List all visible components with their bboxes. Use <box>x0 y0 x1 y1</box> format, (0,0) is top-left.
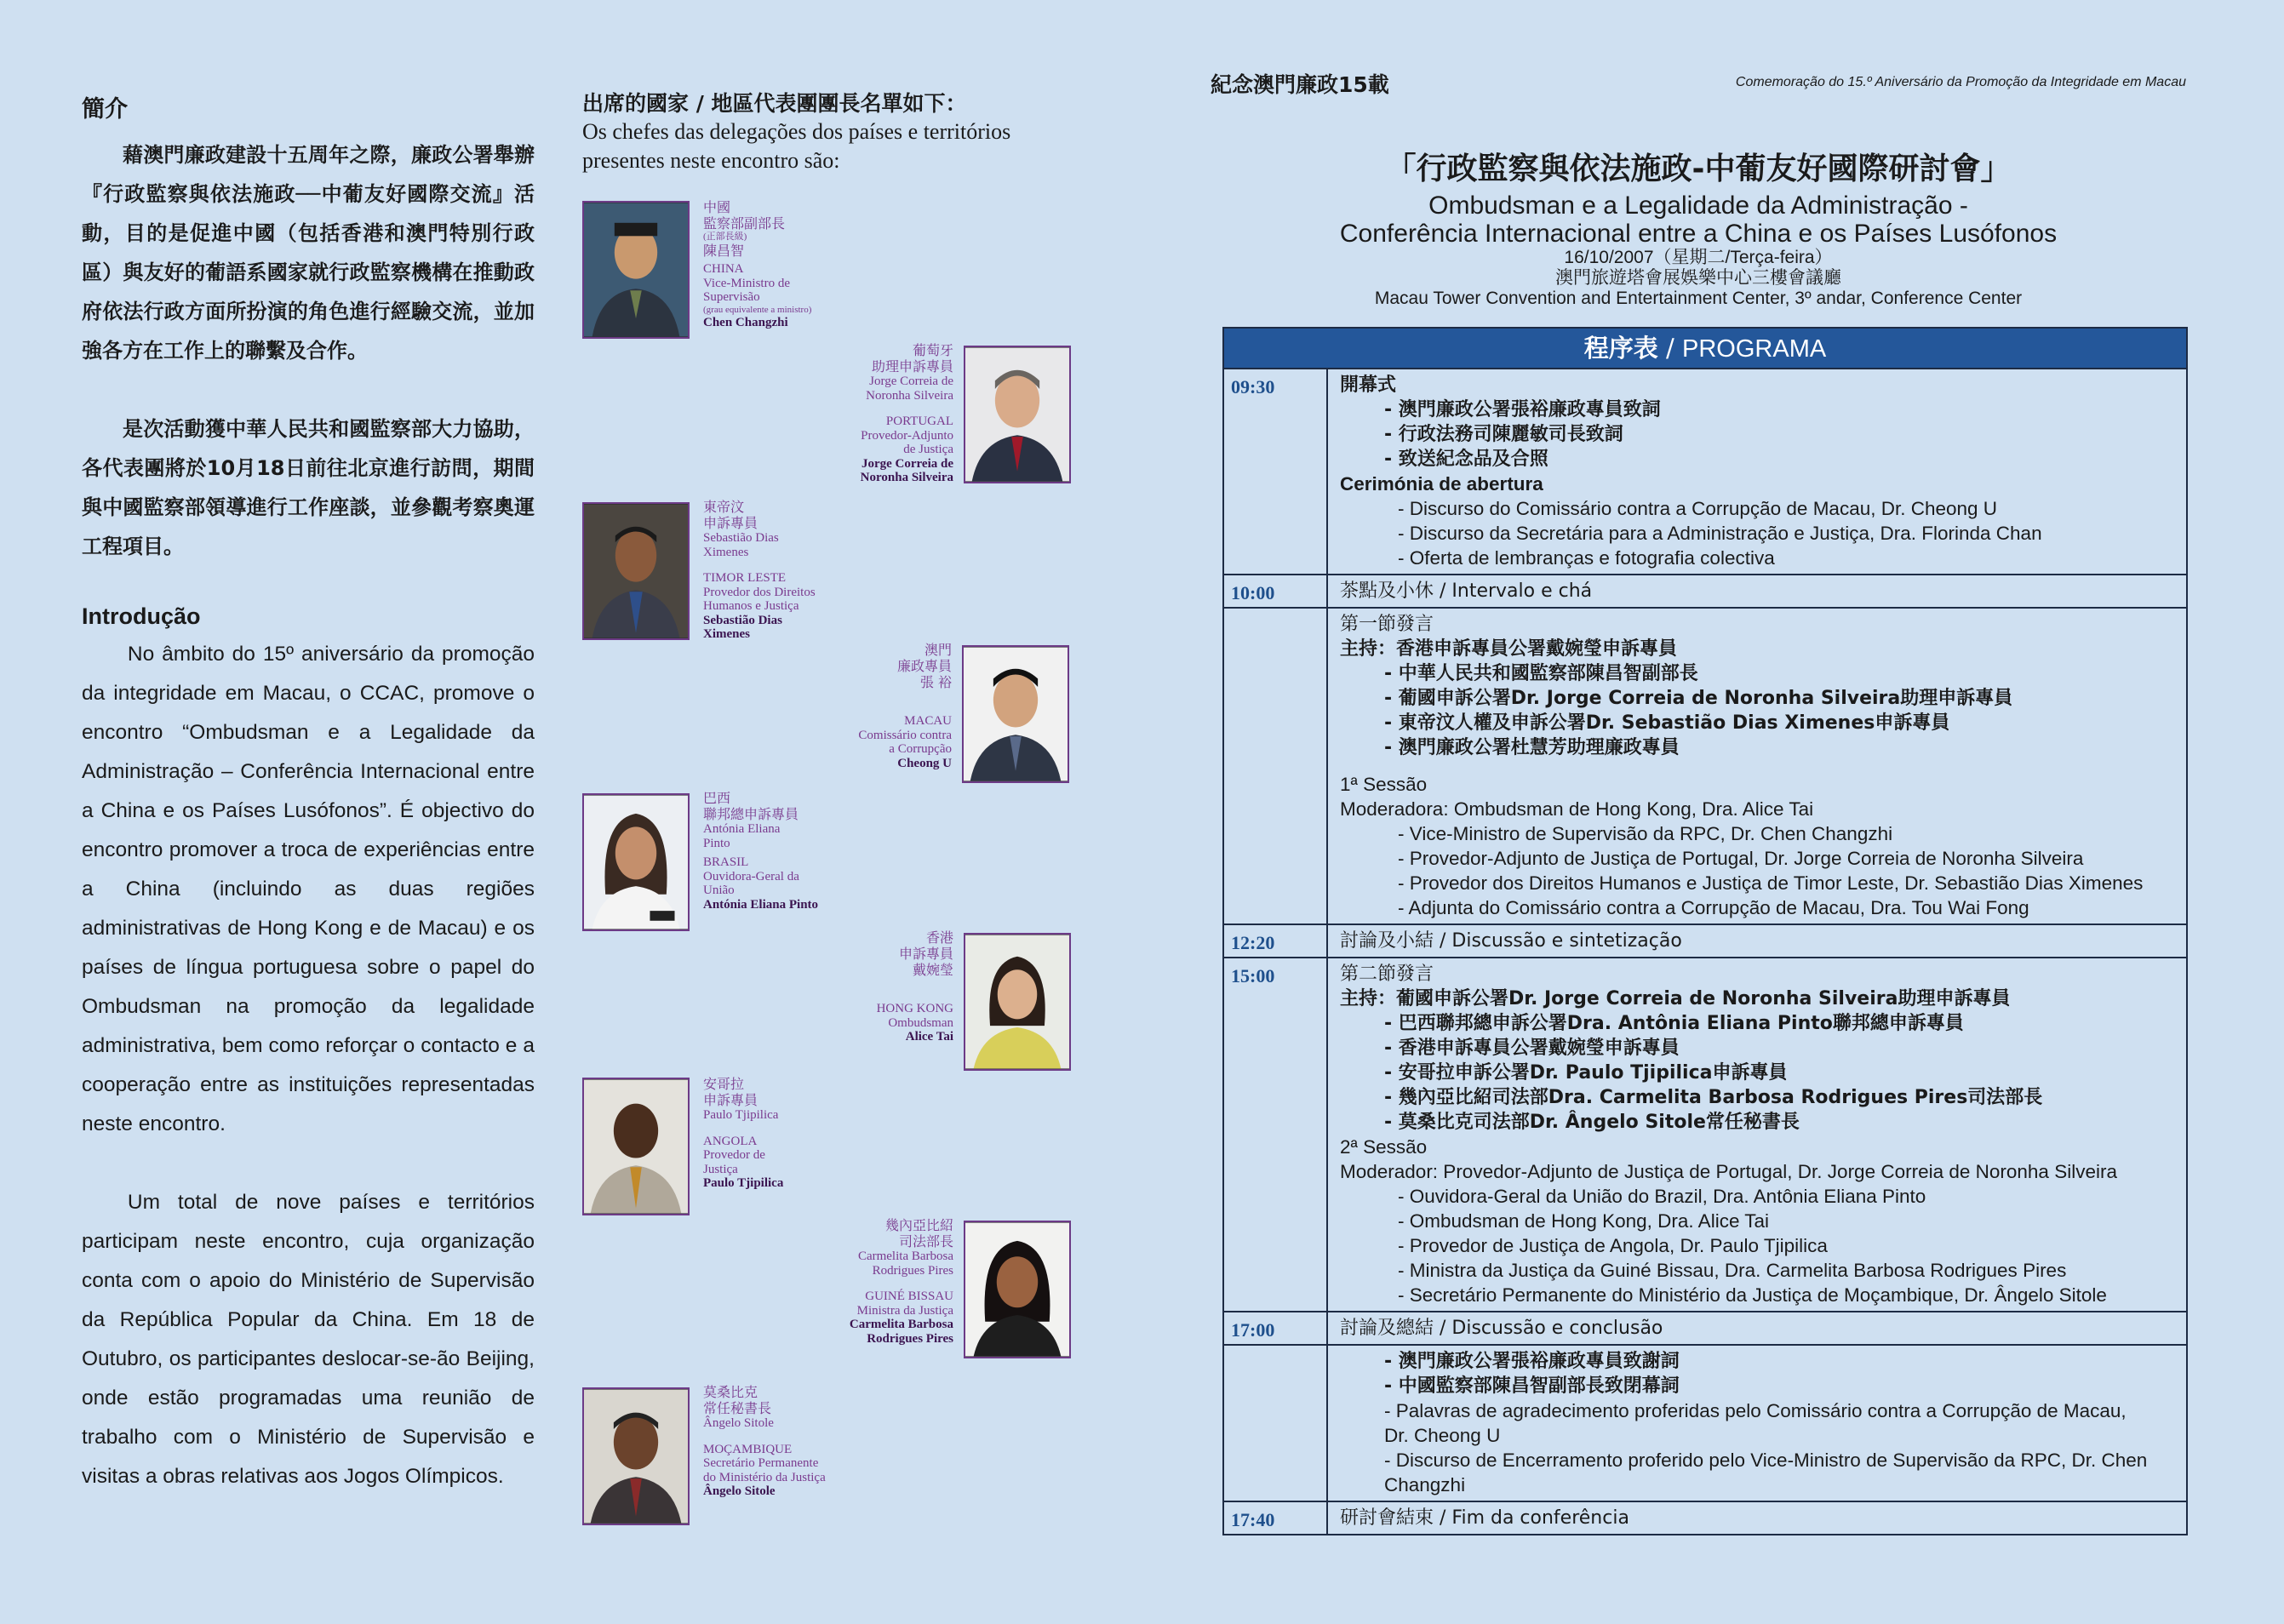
conference-title-zh: 「行政監察與依法施政-中葡友好國際研討會」 <box>1385 152 2012 186</box>
programme-line: 研討會結束 / Fim da conferência <box>1340 1507 1629 1529</box>
programme-line: - 葡國申訴公署Dr. Jorge Correia de Noronha Silveira助理申訴專員 <box>1384 688 2013 709</box>
programme-line: - Oferta de lembranças e fotografia colectiva <box>1398 547 1775 569</box>
programme-table <box>1222 327 2188 1535</box>
introduction-column <box>82 85 535 1496</box>
programme-time: 17:40 <box>1224 1502 1328 1534</box>
programme-line: 主持：香港申訴專員公署戴婉瑩申訴專員 <box>1340 638 1678 660</box>
programme-line: - Ombudsman de Hong Kong, Dra. Alice Tai <box>1398 1210 1770 1232</box>
delegate-photo-brasil <box>582 793 690 931</box>
programme-line: 主持：葡國申訴公署Dr. Jorge Correia de Noronha Silveira助理申訴專員 <box>1340 988 2011 1009</box>
programme-line: - Ouvidora-Geral da União do Brazil, Dra. Antônia Eliana Pinto <box>1398 1186 1926 1207</box>
programme-line: - Provedor de Justiça de Angola, Dr. Paulo Tjipilica <box>1398 1235 1828 1256</box>
programme-line: - 莫桑比克司法部Dr. Ângelo Sitole常任秘書長 <box>1384 1112 1800 1133</box>
programme-item <box>1328 575 2186 607</box>
programme-line: - Provedor-Adjunto de Justiça de Portugal, Dr. Jorge Correia de Noronha Silveira <box>1398 848 2084 869</box>
programme-line: 討論及小結 / Discussão e sintetização <box>1340 930 1682 952</box>
programme-row <box>1224 1346 2186 1502</box>
programme-time <box>1224 1346 1328 1501</box>
programme-line: 2ª Sessão <box>1340 1136 1428 1158</box>
conference-title-block <box>1211 145 2186 309</box>
programme-item <box>1328 1312 2186 1344</box>
delegates-heading-zh: 出席的國家 / 地區代表團團長名單如下： <box>582 91 967 116</box>
delegate-caption-china: 中國 監察部副部長 (正部長級) 陳昌智 CHINA Vice-Ministro de Supervisão (grau equivalente a ministro) Chen Changzhi <box>703 199 812 329</box>
programme-line: - Vice-Ministro de Supervisão da RPC, Dr. Chen Changzhi <box>1398 823 1893 844</box>
delegate-photo-hong-kong <box>964 933 1071 1071</box>
intro-paragraph-pt: Um total de nove países e territórios participam neste encontro, cuja organização conta com o apoio do Ministério de Supervisão da República Popular da China. Em 18 de Outubro, os participantes deslocar-se-ão Beijing, onde estão programadas uma reunião de trabalho com o Ministério de Supervisão e visitas a obras relativas aos Jogos Olímpicos. <box>82 1191 535 1488</box>
delegate-caption-portugal: 葡萄牙 助理申訴專員 Jorge Correia de Noronha Silveira PORTUGAL Provedor-Adjunto de Justiça Jorge Correia de Noronha Silveira <box>860 342 953 484</box>
programme-row <box>1224 575 2186 609</box>
programme-row <box>1224 1502 2186 1534</box>
delegate-caption-guine-bissau: 幾內亞比紹 司法部長 Carmelita Barbosa Rodrigues Pires GUINÉ BISSAU Ministra da Justiça Carmelita Barbosa Rodrigues Pires <box>849 1217 953 1346</box>
delegates-heading-pt: Os chefes das delegações dos países e territórios presentes neste encontro são: <box>582 119 1011 173</box>
programme-time: 15:00 <box>1224 958 1328 1311</box>
programme-time: 10:00 <box>1224 575 1328 607</box>
programme-line: - 香港申訴專員公署戴婉瑩申訴專員 <box>1384 1038 1680 1059</box>
programme-line: Cerimónia de abertura <box>1340 473 1543 495</box>
conference-title-pt: Conferência Internacional entre a China e os Países Lusófonos <box>1339 220 2058 248</box>
programme-row <box>1224 609 2186 925</box>
programme-row <box>1224 369 2186 575</box>
programme-line: - 安哥拉申訴公署Dr. Paulo Tjipilica申訴專員 <box>1384 1062 1788 1084</box>
conference-date: 16/10/2007（星期二/Terça-feira） <box>1564 248 1833 267</box>
programme-line: - 澳門廉政公署杜慧芳助理廉政專員 <box>1384 737 1680 758</box>
programme-time: 17:00 <box>1224 1312 1328 1344</box>
intro-title-zh: 簡介 <box>82 96 128 123</box>
programme-line: - 澳門廉政公署張裕廉政專員致謝詞 <box>1384 1351 1680 1372</box>
intro-paragraph-zh: 藉澳門廉政建設十五周年之際，廉政公署舉辦『行政監察與依法施政──中葡友好國際交流』活動，目的是促進中國（包括香港和澳門特別行政區）與友好的葡語系國家就行政監察機構在推動政府依法行政方面所扮演的角色進行經驗交流，並加強各方在工作上的聯繫及合作。 <box>82 143 535 363</box>
delegate-caption-macau: 澳門 廉政專員 張 裕 MACAU Comissário contra a Corrupção Cheong U <box>858 642 952 770</box>
delegates-column <box>582 87 1093 1534</box>
delegate-photo-macau <box>962 645 1069 783</box>
programme-item <box>1328 609 2186 924</box>
programme-row <box>1224 1312 2186 1346</box>
programme-line: - Adjunta do Comissário contra a Corrupção de Macau, Dra. Tou Wai Fong <box>1398 897 2029 918</box>
programme-line: 第一節發言 <box>1340 614 1434 635</box>
programme-time <box>1224 609 1328 924</box>
delegate-caption-mocambique: 莫桑比克 常任秘書長 Ângelo Sitole MOÇAMBIQUE Secretário Permanente do Ministério da Justiça Ângelo Sitole <box>703 1384 826 1498</box>
programme-header: 程序表 / PROGRAMA <box>1224 329 2186 369</box>
programme-line: - 東帝汶人權及申訴公署Dr. Sebastião Dias Ximenes申訴專員 <box>1384 712 1950 734</box>
delegate-caption-timor-leste: 東帝汶 申訴專員 Sebastião Dias Ximenes TIMOR LESTE Provedor dos Direitos Humanos e Justiça Sebastião Dias Ximenes <box>703 499 816 641</box>
delegate-caption-angola: 安哥拉 申訴專員 Paulo Tjipilica ANGOLA Provedor de Justiça Paulo Tjipilica <box>703 1076 784 1190</box>
programme-line: 1ª Sessão <box>1340 774 1428 795</box>
programme-item <box>1328 1346 2186 1501</box>
programme-line: Moderadora: Ombudsman de Hong Kong, Dra. Alice Tai <box>1340 798 1814 820</box>
intro-paragraph-pt: No âmbito do 15º aniversário da promoção da integridade em Macau, o CCAC, promove o encontro “Ombudsman e a Legalidade da Administração – Conferência Internacional entre a China e os Países Lusófonos”. É objectivo do encontro promover a troca de experiências entre a China (incluindo as duas regiões administrativas de Hong Kong e de Macau) e os países de língua portuguesa sobre o papel do Ombudsman na promoção da legalidade administrativa, bem como reforçar o contacto e a cooperação entre as instituições representadas neste encontro. <box>82 643 535 1135</box>
programme-time: 12:20 <box>1224 925 1328 957</box>
programme-time: 09:30 <box>1224 369 1328 574</box>
programme-line: - 巴西聯邦總申訴公署Dra. Antônia Eliana Pinto聯邦總申訴專員 <box>1384 1013 1964 1034</box>
programme-line: Changzhi <box>1384 1474 1466 1495</box>
programme-line: - 澳門廉政公署張裕廉政專員致詞 <box>1384 399 1661 420</box>
programme-line: - 中華人民共和國監察部陳昌智副部長 <box>1384 663 1698 684</box>
delegate-photo-mocambique <box>582 1387 690 1525</box>
programme-line: - 行政法務司陳麗敏司長致詞 <box>1384 424 1623 445</box>
programme-line: - Ministra da Justiça da Guiné Bissau, Dra. Carmelita Barbosa Rodrigues Pires <box>1398 1260 2067 1281</box>
conference-title-pt: Ombudsman e a Legalidade da Administração - <box>1428 192 1968 220</box>
programme-item <box>1328 925 2186 957</box>
conference-venue-zh: 澳門旅遊塔會展娛樂中心三樓會議廳 <box>1555 268 1841 288</box>
programme-line: 第二節發言 <box>1340 964 1434 985</box>
anniversary-header-zh: 紀念澳門廉政15載 <box>1211 72 1389 97</box>
anniversary-header-pt: Comemoração do 15.º Aniversário da Promoção da Integridade em Macau <box>1735 75 2186 89</box>
delegate-photo-portugal <box>964 346 1071 483</box>
programme-row <box>1224 958 2186 1312</box>
programme-line: - 致送紀念品及合照 <box>1384 449 1548 470</box>
programme-line: - Palavras de agradecimento proferidas pelo Comissário contra a Corrupção de Macau, <box>1384 1400 2127 1421</box>
programme-item <box>1328 958 2186 1311</box>
delegate-caption-hong-kong: 香港 申訴專員 戴婉瑩 HONG KONG Ombudsman Alice Tai <box>876 929 953 1044</box>
programme-line: - Discurso de Encerramento proferido pelo Vice-Ministro de Supervisão da RPC, Dr. Chen <box>1384 1450 2148 1471</box>
programme-line: 開幕式 <box>1340 375 1397 396</box>
conference-venue-pt: Macau Tower Convention and Entertainment Center, 3º andar, Conference Center <box>1374 289 2023 308</box>
programme-line: Dr. Cheong U <box>1384 1425 1501 1446</box>
delegate-photo-timor-leste <box>582 502 690 640</box>
delegate-photo-angola <box>582 1078 690 1215</box>
programme-item <box>1328 1502 2186 1534</box>
intro-title-pt: Introdução <box>82 603 201 629</box>
programme-line: - Secretário Permanente do Ministério da Justiça de Moçambique, Dr. Ângelo Sitole <box>1398 1284 2107 1306</box>
programme-line: 討論及總結 / Discussão e conclusão <box>1340 1318 1663 1339</box>
programme-row <box>1224 925 2186 958</box>
delegate-photo-guine-bissau <box>964 1221 1071 1358</box>
programme-line: - Discurso do Comissário contra a Corrupção de Macau, Dr. Cheong U <box>1398 498 1998 519</box>
programme-line: 茶點及小休 / Intervalo e chá <box>1340 580 1593 602</box>
programme-line: - Discurso da Secretária para a Administração e Justiça, Dra. Florinda Chan <box>1398 523 2042 544</box>
programme-line: - Provedor dos Direitos Humanos e Justiça de Timor Leste, Dr. Sebastião Dias Ximenes <box>1398 872 2144 894</box>
programme-line: - 中國監察部陳昌智副部長致閉幕詞 <box>1384 1375 1680 1397</box>
programme-line: - 幾內亞比紹司法部Dra. Carmelita Barbosa Rodrigues Pires司法部長 <box>1384 1087 2043 1108</box>
delegate-caption-brasil: 巴西 聯邦總申訴專員 Antónia Eliana Pinto BRASIL Ouvidora-Geral da União Antónia Eliana Pinto <box>703 790 819 912</box>
intro-paragraph-zh: 是次活動獲中華人民共和國監察部大力協助，各代表團將於10月18日前往北京進行訪問，期間與中國監察部領導進行工作座談，並參觀考察奧運工程項目。 <box>82 417 535 558</box>
programme-line: Moderador: Provedor-Adjunto de Justiça de Portugal, Dr. Jorge Correia de Noronha Silveira <box>1340 1161 2117 1182</box>
delegate-photo-china <box>582 201 690 339</box>
programme-item <box>1328 369 2186 574</box>
